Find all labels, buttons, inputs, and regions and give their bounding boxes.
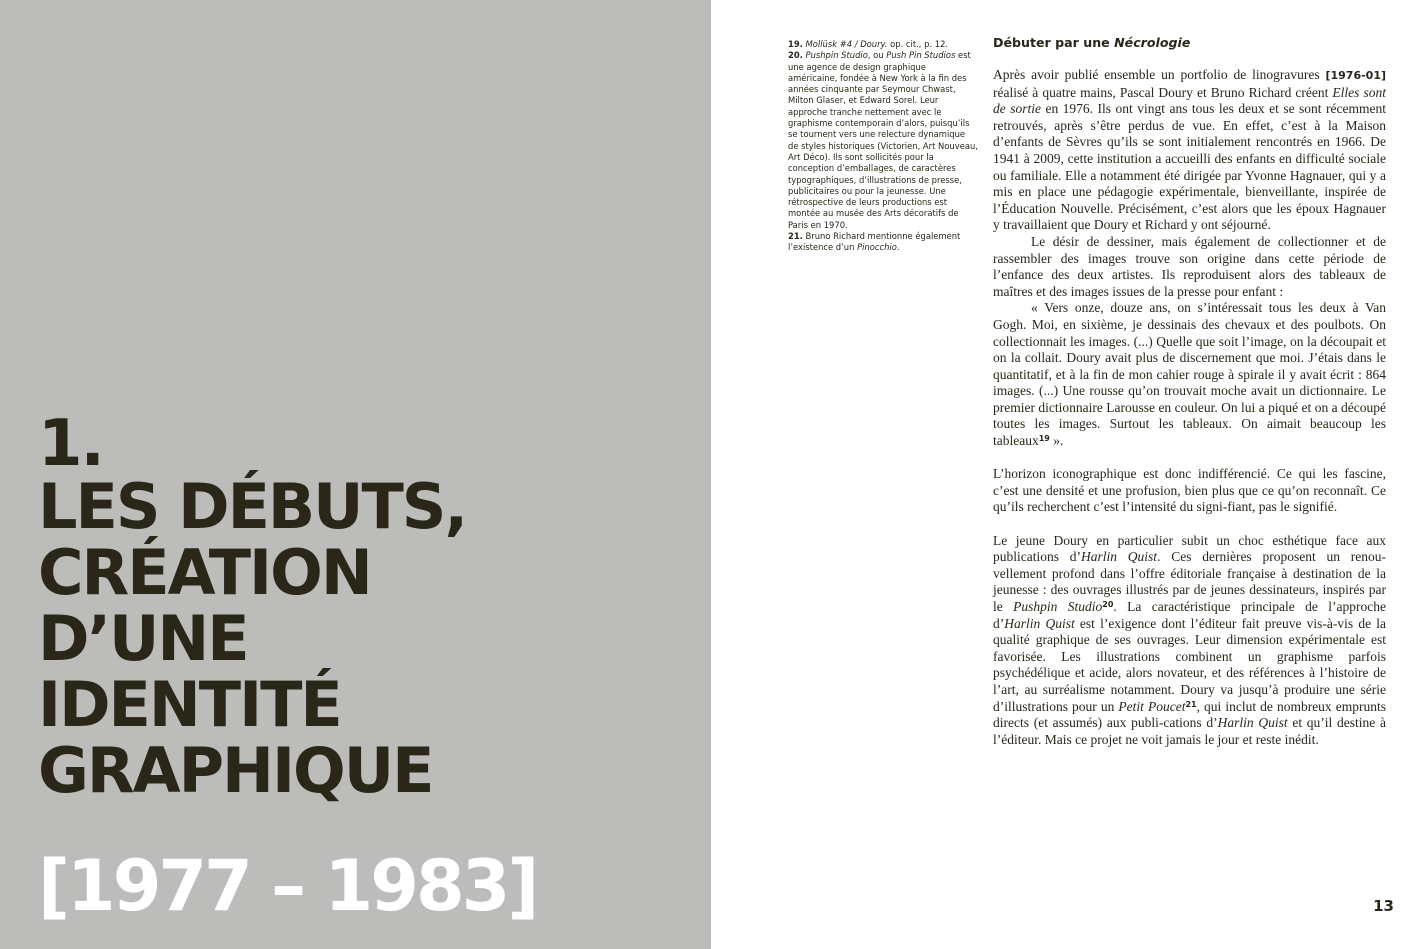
footnote-text: Bruno Richard mentionne également l’existence d’un [788, 231, 961, 253]
footnote-number: 20. [788, 50, 803, 61]
chapter-title-line: IDENTITÉ [38, 668, 341, 741]
chapter-number: 1. [38, 407, 103, 481]
page-number: 13 [1373, 897, 1394, 915]
paragraph-text: et qu’il destine à l’éditeur. Mais ce projet ne voit jamais le jour et reste inédit. [993, 715, 1386, 747]
footnote-19 [788, 39, 978, 50]
footnote-ref-19: 19 [1038, 434, 1050, 444]
body-text-column [993, 67, 1386, 748]
work-title: Harlin Quist [1004, 615, 1075, 631]
paragraph-text: Le jeune Doury en particulier subit un choc esthétique face aux publications d’ [993, 532, 1386, 565]
footnote-text: est une agence de design graphique américaine, fondée à New York à la fin des années cinquante par Seymour Chwast, Milton Glaser, et Edward Sorel. Leur approche tranche nettement avec le graphisme contemporain d’alors, puisqu’ils se tournent vers une relecture dynamique de styles historiques (Victorien, Art Nouveau, Art Déco). Ils sont sollicités pour la conception d’emballages, de caractères typographiques, d’illustrations de presse, publicitaires ou pour la jeunesse. Une rétrospective de leurs productions est montée au musée des Arts décoratifs de Paris en 1970. [788, 50, 978, 230]
footnote-number: 19. [788, 39, 803, 49]
work-title: Harlin Quist [1081, 549, 1158, 565]
footnotes-column [788, 39, 978, 254]
footnote-text: , ou [867, 50, 887, 61]
section-heading-text: Débuter par une [993, 35, 1115, 50]
footnote-21 [788, 231, 978, 254]
paragraph-text: , qui inclut de nombreux emprunts directs (et assumés) aux publi-cations d’ [993, 698, 1386, 731]
footnote-work-title: Pushpin Studio [805, 50, 868, 61]
paragraph-text: réalisé à quatre mains, Pascal Doury et Bruno Richard créent [993, 84, 1333, 100]
footnote-20 [788, 50, 978, 231]
footnote-work-title: Push Pin Studios [886, 50, 956, 61]
right-page [711, 0, 1422, 949]
work-title: Petit Poucet [1118, 698, 1186, 714]
footnote-text: . [896, 242, 900, 253]
footnote-text: op. cit., p. 12. [887, 39, 949, 49]
quote-text: « Vers onze, douze ans, on s’intéressait tous les deux à Van Gogh. Moi, en sixième, je dessinais des chevaux et des poulbots. On collectionnait les images. (...) Quelle que soit l’image, on la découpait et on la collait. Doury avait plus de discernement que moi. J’étais dans le quantitatif, et à la fin de mon cahier rouge à spirale il y avait écrit : 864 images. (...) Une rousse qu’on trouvait moche avait un dictionnaire. Le premier dictionnaire Larousse en couleur. On lui a piqué et on a découpé toutes les images. Surtout les tableaux. On aimait beaucoup les tableaux [993, 300, 1386, 449]
chapter-title-line: CRÉATION [38, 536, 371, 609]
section-heading [993, 34, 1190, 52]
paragraph-4: L’horizon iconographique est donc indifférencié. Ce qui les fascine, c’est une densité et une profusion, bien plus que ce qu’on reconnaît. Ce qu’ils recherchent c’est l’intensité du signi-fiant, pas le signifié. [993, 466, 1386, 515]
chapter-title-line: GRAPHIQUE [38, 734, 433, 807]
quote-end: ». [1049, 433, 1064, 449]
footnote-ref-21: 21 [1185, 699, 1197, 709]
footnote-work-title: Mollüsk #4 / Doury. [805, 39, 888, 49]
chapter-title [38, 470, 467, 807]
paragraph-text: . La caractéristique principale de l’approche d’ [993, 599, 1386, 631]
paragraph-text: Après avoir publié ensemble un portfolio de linogravures [993, 67, 1326, 82]
paragraph-text: en 1976. Ils ont vingt ans tous les deux et se sont récemment retrouvés, après s’être perdus de vue. En effet, c’est à la Maison d’enfants de Sèvres qu’ils se sont initialement rencontrés en 1966. De 1941 à 2009, cette institution a accueilli des enfants en difficulté sociale ou familiale. Elle a notamment été dirigée par Yvonne Hagnauer, qui y a mis en place une pédagogie expérimentale, bienveillante, inspirée de l’Éducation Nouvelle. Précisément, c’est alors que les époux Hagnauer y travaillaient que Doury et Richard y ont séjourné. [993, 101, 1386, 233]
paragraph-text: . Ces dernières proposent un renou-vellement profond dans l’offre éditoriale française à destination de la jeunesse : des ouvrages illustrés par de jeunes dessinateurs, inspirés par le [993, 549, 1386, 614]
footnote-work-title: Pinocchio [857, 242, 897, 253]
work-title: Pushpin Studio [1013, 599, 1103, 614]
footnote-ref-20: 20 [1102, 600, 1114, 609]
footnote-number: 21. [788, 231, 803, 242]
chapter-title-line: D’UNE [38, 602, 248, 675]
chapter-dates: [1977 – 1983] [38, 845, 537, 927]
paragraph-1 [993, 67, 1386, 234]
work-title: Elles sont de sortie [993, 84, 1386, 117]
work-title: Harlin Quist [1217, 715, 1288, 731]
paragraph-5 [993, 533, 1386, 749]
quote-paragraph [993, 300, 1386, 449]
paragraph-text: est l’exigence dont l’éditeur fait preuve vis-à-vis de la qualité graphique de ses ouvrages. Leur dimension expérimentale est favorisée. Les illustrations combinent un graphisme parfois psychédélique et acide, alors novateur, et des références à l’histoire de l’art, au surréalisme notamment. Doury va jusqu’à produire une série d’illustrations pour un [993, 615, 1386, 714]
chapter-title-line: LES DÉBUTS, [38, 470, 467, 543]
section-heading-italic: Nécrologie [1114, 35, 1191, 50]
catalog-reference: [1976-01] [1325, 69, 1386, 82]
paragraph-2: Le désir de dessiner, mais également de collectionner et de rassembler des images trouve son origine dans cette période de l’enfance des deux artistes. Ils reproduisent alors des tableaux de maîtres et des images issues de la presse pour enfant : [993, 233, 1386, 299]
